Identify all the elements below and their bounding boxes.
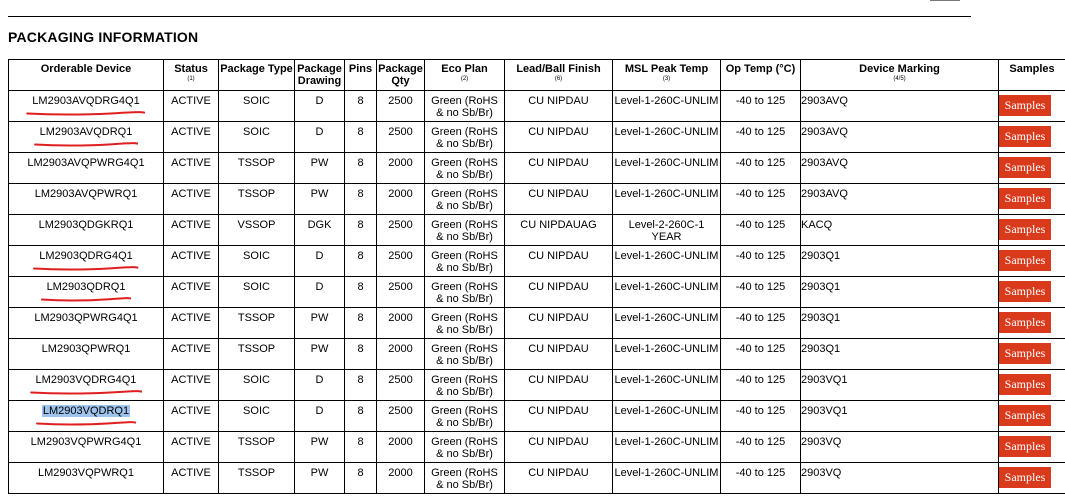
orderable-device-label: LM2903QDGKRQ1 (38, 219, 134, 231)
eco-plan-cell (425, 184, 505, 215)
table-row (9, 91, 1065, 122)
op-temp-cell: -40 to 125 (721, 277, 801, 308)
header-label: Orderable Device (40, 63, 132, 75)
msl-peak-temp-cell: Level-1-260C-UNLIM (613, 122, 721, 153)
samples-cell (999, 91, 1065, 122)
lead-finish-cell: CU NIPDAU (505, 246, 613, 277)
col-header-package-drawing (295, 60, 345, 91)
orderable-device-text (36, 374, 137, 386)
samples-cell (999, 246, 1065, 277)
orderable-device-cell (9, 463, 164, 494)
eco-plan-cell (425, 91, 505, 122)
status-cell: ACTIVE (164, 153, 219, 184)
eco-plan-line: & no Sb/Br) (436, 231, 493, 243)
lead-finish-cell: CU NIPDAU (505, 463, 613, 494)
device-marking-cell: 2903Q1 (801, 277, 999, 308)
package-drawing-cell: D (295, 246, 345, 277)
package-type-cell: SOIC (219, 122, 295, 153)
orderable-device-cell (9, 401, 164, 432)
lead-finish-cell: CU NIPDAU (505, 153, 613, 184)
header-footnote: (6) (554, 76, 563, 82)
orderable-device-text (39, 250, 133, 262)
pins-cell: 8 (345, 432, 377, 463)
header-footnote: (3) (662, 76, 671, 82)
red-underline-annotation (41, 296, 132, 302)
pins-cell: 8 (345, 122, 377, 153)
op-temp-cell: -40 to 125 (721, 308, 801, 339)
orderable-device-cell (9, 370, 164, 401)
page-top-mark (930, 0, 960, 4)
eco-plan-cell (425, 122, 505, 153)
package-qty-cell: 2000 (377, 432, 425, 463)
header-label: Device Marking (859, 63, 940, 75)
red-underline-annotation (30, 389, 143, 395)
eco-plan-line: Green (RoHS (431, 95, 498, 107)
col-header-op-temp (721, 60, 801, 91)
device-marking-cell: KACQ (801, 215, 999, 246)
package-qty-cell: 2000 (377, 339, 425, 370)
col-header-device-marking (801, 60, 999, 91)
header-label: MSL Peak Temp (624, 63, 709, 75)
eco-plan-cell (425, 308, 505, 339)
samples-cell (999, 432, 1065, 463)
op-temp-cell: -40 to 125 (721, 432, 801, 463)
orderable-device-label: LM2903AVQDRQ1 (39, 126, 133, 138)
header-label: Package Type (220, 63, 293, 75)
device-marking-cell: 2903Q1 (801, 246, 999, 277)
package-drawing-cell: D (295, 401, 345, 432)
orderable-device-cell (9, 277, 164, 308)
package-qty-cell: 2500 (377, 91, 425, 122)
package-qty-cell: 2000 (377, 153, 425, 184)
status-cell: ACTIVE (164, 339, 219, 370)
device-marking-cell: 2903AVQ (801, 91, 999, 122)
samples-button[interactable]: Samples (999, 219, 1051, 240)
msl-peak-temp-cell: Level-2-260C-1 YEAR (613, 215, 721, 246)
eco-plan-line: Green (RoHS (431, 374, 498, 386)
eco-plan-line: Green (RoHS (431, 281, 498, 293)
eco-plan-line: Green (RoHS (431, 188, 498, 200)
eco-plan-line: & no Sb/Br) (436, 479, 493, 491)
header-label: Eco Plan (441, 63, 488, 75)
table-row (9, 215, 1065, 246)
header-label: Lead/Ball Finish (516, 63, 601, 75)
eco-plan-line: Green (RoHS (431, 157, 498, 169)
package-type-cell: TSSOP (219, 339, 295, 370)
device-marking-cell: 2903Q1 (801, 308, 999, 339)
package-drawing-cell: PW (295, 153, 345, 184)
samples-button[interactable]: Samples (999, 374, 1051, 395)
lead-finish-cell: CU NIPDAU (505, 339, 613, 370)
msl-peak-temp-cell: Level-1-260C-UNLIM (613, 277, 721, 308)
eco-plan-cell (425, 153, 505, 184)
orderable-device-label: LM2903QPWRG4Q1 (34, 312, 138, 324)
orderable-device-text (42, 405, 130, 417)
samples-button[interactable]: Samples (999, 312, 1051, 333)
op-temp-cell: -40 to 125 (721, 122, 801, 153)
package-type-cell: VSSOP (219, 215, 295, 246)
status-cell: ACTIVE (164, 308, 219, 339)
eco-plan-line: & no Sb/Br) (436, 386, 493, 398)
package-type-cell: TSSOP (219, 463, 295, 494)
eco-plan-cell (425, 339, 505, 370)
orderable-device-text (35, 188, 138, 200)
status-cell: ACTIVE (164, 91, 219, 122)
table-row (9, 432, 1065, 463)
orderable-device-text (32, 95, 139, 107)
header-footnote: (1) (187, 76, 195, 82)
device-marking-cell: 2903VQ (801, 463, 999, 494)
eco-plan-line: Green (RoHS (431, 436, 498, 448)
samples-cell (999, 308, 1065, 339)
orderable-device-cell (9, 153, 164, 184)
table-header-row (9, 60, 1065, 91)
device-marking-cell: 2903VQ (801, 432, 999, 463)
table-row (9, 184, 1065, 215)
msl-peak-temp-cell: Level-1-260C-UNLIM (613, 153, 721, 184)
samples-button[interactable]: Samples (999, 343, 1051, 364)
samples-button[interactable]: Samples (999, 405, 1051, 426)
package-type-cell: TSSOP (219, 432, 295, 463)
orderable-device-text (27, 157, 144, 169)
msl-peak-temp-cell: Level-1-260C-UNLIM (613, 91, 721, 122)
orderable-device-cell (9, 308, 164, 339)
red-underline-annotation (36, 420, 136, 426)
status-cell: ACTIVE (164, 463, 219, 494)
orderable-device-cell (9, 91, 164, 122)
package-drawing-cell: D (295, 277, 345, 308)
eco-plan-line: & no Sb/Br) (436, 448, 493, 460)
package-qty-cell: 2000 (377, 308, 425, 339)
pins-cell: 8 (345, 339, 377, 370)
header-rule (8, 16, 971, 17)
header-label: Samples (1009, 63, 1055, 75)
eco-plan-line: & no Sb/Br) (436, 324, 493, 336)
pins-cell: 8 (345, 308, 377, 339)
msl-peak-temp-cell: Level-1-260C-UNLIM (613, 432, 721, 463)
samples-button[interactable]: Samples (999, 95, 1051, 116)
pins-cell: 8 (345, 401, 377, 432)
eco-plan-line: & no Sb/Br) (436, 200, 493, 212)
package-drawing-cell: PW (295, 184, 345, 215)
package-drawing-cell: PW (295, 432, 345, 463)
eco-plan-cell (425, 432, 505, 463)
pins-cell: 8 (345, 277, 377, 308)
header-label: Status (174, 63, 208, 75)
orderable-device-label: LM2903AVQDRG4Q1 (32, 95, 140, 107)
package-drawing-cell: DGK (295, 215, 345, 246)
orderable-device-text (40, 126, 133, 138)
table-row (9, 246, 1065, 277)
table-row (9, 463, 1065, 494)
samples-cell (999, 184, 1065, 215)
orderable-device-label: LM2903VQDRG4Q1 (35, 374, 137, 386)
samples-cell (999, 370, 1065, 401)
eco-plan-line: Green (RoHS (431, 312, 498, 324)
package-drawing-cell: PW (295, 308, 345, 339)
device-marking-cell: 2903Q1 (801, 339, 999, 370)
samples-button[interactable]: Samples (999, 126, 1051, 147)
samples-button[interactable]: Samples (999, 188, 1051, 209)
package-qty-cell: 2500 (377, 401, 425, 432)
eco-plan-line: & no Sb/Br) (436, 293, 493, 305)
samples-cell (999, 215, 1065, 246)
op-temp-cell: -40 to 125 (721, 339, 801, 370)
op-temp-cell: -40 to 125 (721, 246, 801, 277)
pins-cell: 8 (345, 184, 377, 215)
eco-plan-line: Green (RoHS (431, 405, 498, 417)
orderable-device-label: LM2903VQPWRG4Q1 (30, 436, 142, 448)
op-temp-cell: -40 to 125 (721, 463, 801, 494)
section-title: PACKAGING INFORMATION (8, 29, 199, 45)
op-temp-cell: -40 to 125 (721, 401, 801, 432)
op-temp-cell: -40 to 125 (721, 91, 801, 122)
orderable-device-cell (9, 339, 164, 370)
msl-peak-temp-cell: Level-1-260C-UNLIM (613, 246, 721, 277)
status-cell: ACTIVE (164, 215, 219, 246)
status-cell: ACTIVE (164, 370, 219, 401)
red-underline-annotation (34, 141, 139, 147)
package-drawing-cell: D (295, 122, 345, 153)
op-temp-cell: -40 to 125 (721, 370, 801, 401)
samples-cell (999, 463, 1065, 494)
status-cell: ACTIVE (164, 184, 219, 215)
lead-finish-cell: CU NIPDAU (505, 184, 613, 215)
packaging-table (8, 59, 1065, 494)
package-qty-cell: 2500 (377, 122, 425, 153)
red-underline-annotation (33, 265, 139, 271)
status-cell: ACTIVE (164, 246, 219, 277)
col-header-lead-ball-finish (505, 60, 613, 91)
op-temp-cell: -40 to 125 (721, 153, 801, 184)
table-row (9, 122, 1065, 153)
package-qty-cell: 2000 (377, 463, 425, 494)
header-label: Package Drawing (297, 63, 342, 87)
orderable-device-label: LM2903VQDRQ1 (42, 405, 130, 417)
eco-plan-cell (425, 246, 505, 277)
device-marking-cell: 2903AVQ (801, 153, 999, 184)
status-cell: ACTIVE (164, 122, 219, 153)
col-header-eco-plan (425, 60, 505, 91)
lead-finish-cell: CU NIPDAU (505, 122, 613, 153)
package-drawing-cell: PW (295, 339, 345, 370)
orderable-device-label: LM2903AVQPWRG4Q1 (27, 157, 145, 169)
eco-plan-cell (425, 370, 505, 401)
orderable-device-label: LM2903AVQPWRQ1 (34, 188, 138, 200)
orderable-device-cell (9, 215, 164, 246)
package-type-cell: SOIC (219, 91, 295, 122)
package-type-cell: TSSOP (219, 184, 295, 215)
eco-plan-line: Green (RoHS (431, 343, 498, 355)
col-header-orderable-device (9, 60, 164, 91)
header-footnote: (2) (460, 76, 469, 82)
col-header-samples (999, 60, 1065, 91)
table-row (9, 277, 1065, 308)
status-cell: ACTIVE (164, 432, 219, 463)
eco-plan-line: Green (RoHS (431, 126, 498, 138)
orderable-device-text (47, 281, 126, 293)
msl-peak-temp-cell: Level-1-260C-UNLIM (613, 370, 721, 401)
samples-cell (999, 277, 1065, 308)
package-drawing-cell: PW (295, 463, 345, 494)
col-header-status (164, 60, 219, 91)
package-type-cell: SOIC (219, 370, 295, 401)
col-header-msl-peak-temp (613, 60, 721, 91)
samples-button[interactable]: Samples (999, 467, 1051, 488)
samples-cell (999, 122, 1065, 153)
eco-plan-line: Green (RoHS (431, 467, 498, 479)
table-row (9, 339, 1065, 370)
package-type-cell: SOIC (219, 277, 295, 308)
package-type-cell: TSSOP (219, 153, 295, 184)
msl-peak-temp-cell: Level-1-260C-UNLIM (613, 339, 721, 370)
samples-button[interactable]: Samples (999, 281, 1051, 302)
lead-finish-cell: CU NIPDAU (505, 370, 613, 401)
package-type-cell: SOIC (219, 401, 295, 432)
package-qty-cell: 2500 (377, 277, 425, 308)
eco-plan-cell (425, 277, 505, 308)
pins-cell: 8 (345, 215, 377, 246)
package-drawing-cell: D (295, 370, 345, 401)
eco-plan-line: & no Sb/Br) (436, 169, 493, 181)
msl-peak-temp-cell: Level-1-260C-UNLIM (613, 308, 721, 339)
orderable-device-text (42, 343, 131, 355)
device-marking-cell: 2903VQ1 (801, 401, 999, 432)
orderable-device-label: LM2903QDRG4Q1 (39, 250, 133, 262)
samples-button[interactable]: Samples (999, 250, 1051, 271)
eco-plan-cell (425, 401, 505, 432)
lead-finish-cell: CU NIPDAUAG (505, 215, 613, 246)
orderable-device-cell (9, 432, 164, 463)
msl-peak-temp-cell: Level-1-260C-UNLIM (613, 463, 721, 494)
pins-cell: 8 (345, 91, 377, 122)
eco-plan-line: & no Sb/Br) (436, 138, 493, 150)
orderable-device-label: LM2903QDRQ1 (46, 281, 126, 293)
eco-plan-line: & no Sb/Br) (436, 107, 493, 119)
device-marking-cell: 2903AVQ (801, 184, 999, 215)
orderable-device-text (38, 467, 134, 479)
pins-cell: 8 (345, 370, 377, 401)
orderable-device-cell (9, 246, 164, 277)
lead-finish-cell: CU NIPDAU (505, 91, 613, 122)
eco-plan-line: & no Sb/Br) (436, 417, 493, 429)
eco-plan-line: Green (RoHS (431, 250, 498, 262)
lead-finish-cell: CU NIPDAU (505, 308, 613, 339)
samples-cell (999, 401, 1065, 432)
status-cell: ACTIVE (164, 401, 219, 432)
package-qty-cell: 2000 (377, 184, 425, 215)
pins-cell: 8 (345, 153, 377, 184)
orderable-device-label: LM2903QPWRQ1 (41, 343, 131, 355)
eco-plan-cell (425, 463, 505, 494)
header-label: Op Temp (°C) (725, 63, 796, 75)
package-qty-cell: 2500 (377, 370, 425, 401)
header-label: Package Qty (378, 63, 423, 87)
device-marking-cell: 2903VQ1 (801, 370, 999, 401)
samples-button[interactable]: Samples (999, 157, 1051, 178)
status-cell: ACTIVE (164, 277, 219, 308)
op-temp-cell: -40 to 125 (721, 184, 801, 215)
red-underline-annotation (26, 110, 145, 116)
samples-button[interactable]: Samples (999, 436, 1051, 457)
samples-cell (999, 153, 1065, 184)
col-header-pins (345, 60, 377, 91)
header-label: Pins (348, 63, 373, 75)
orderable-device-text (31, 436, 142, 448)
table-row (9, 153, 1065, 184)
op-temp-cell: -40 to 125 (721, 215, 801, 246)
eco-plan-line: & no Sb/Br) (436, 355, 493, 367)
orderable-device-cell (9, 122, 164, 153)
eco-plan-line: & no Sb/Br) (436, 262, 493, 274)
package-qty-cell: 2500 (377, 215, 425, 246)
orderable-device-label: LM2903VQPWRQ1 (38, 467, 134, 479)
package-qty-cell: 2500 (377, 246, 425, 277)
package-type-cell: SOIC (219, 246, 295, 277)
orderable-device-text (39, 219, 134, 231)
lead-finish-cell: CU NIPDAU (505, 432, 613, 463)
msl-peak-temp-cell: Level-1-260C-UNLIM (613, 184, 721, 215)
table-row (9, 370, 1065, 401)
col-header-package-type (219, 60, 295, 91)
eco-plan-cell (425, 215, 505, 246)
table-row (9, 401, 1065, 432)
lead-finish-cell: CU NIPDAU (505, 277, 613, 308)
samples-cell (999, 339, 1065, 370)
package-drawing-cell: D (295, 91, 345, 122)
device-marking-cell: 2903AVQ (801, 122, 999, 153)
header-footnote: (4/5) (893, 76, 906, 82)
msl-peak-temp-cell: Level-1-260C-UNLIM (613, 401, 721, 432)
orderable-device-text (34, 312, 137, 324)
package-type-cell: TSSOP (219, 308, 295, 339)
col-header-package-qty (377, 60, 425, 91)
pins-cell: 8 (345, 246, 377, 277)
orderable-device-cell (9, 184, 164, 215)
eco-plan-line: Green (RoHS (431, 219, 498, 231)
lead-finish-cell: CU NIPDAU (505, 401, 613, 432)
pins-cell: 8 (345, 463, 377, 494)
table-row (9, 308, 1065, 339)
